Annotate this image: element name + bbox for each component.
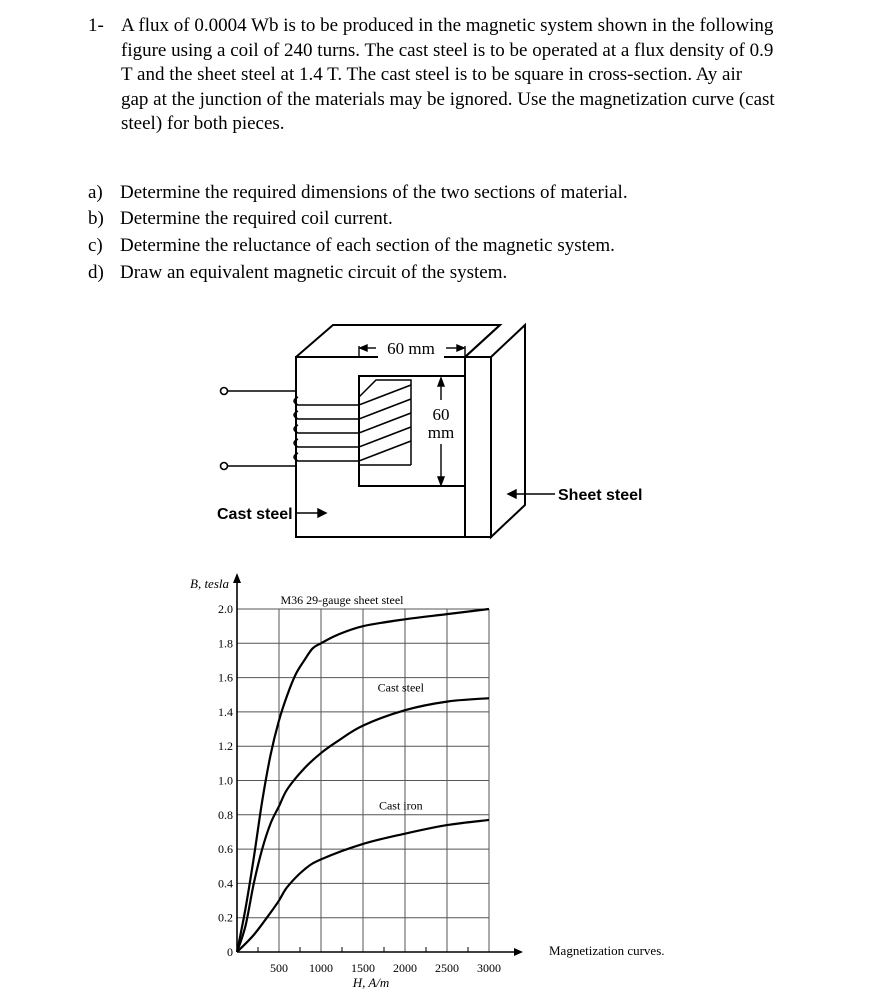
x-tick-label: 2000 — [393, 961, 417, 975]
y-tick-label: 0.8 — [218, 807, 233, 822]
x-tick-label: 3000 — [477, 961, 501, 975]
x-tick-label: 500 — [270, 961, 288, 975]
problem-line: A flux of 0.0004 Wb is to be produced in the magnetic system shown in the following — [121, 15, 774, 36]
y-tick-label: 0.2 — [218, 910, 233, 925]
cast-steel-label: Cast steel — [217, 506, 293, 523]
problem-line: figure using a coil of 240 turns. The cast steel is to be operated at a flux density of 0.9 — [121, 39, 774, 61]
chart-caption: Magnetization curves. — [549, 943, 665, 958]
y-tick-label: 0.4 — [218, 876, 233, 891]
task-b: b) Determine the required coil current. — [88, 208, 393, 229]
problem-line: gap at the junction of the materials may be ignored. Use the magnetization curve (cast — [121, 88, 775, 110]
y-axis-label: B, tesla — [190, 576, 229, 591]
y-tick-label: 2.0 — [218, 602, 233, 616]
series-label: Cast steel — [377, 680, 424, 695]
task-c: c) Determine the reluctance of each section of the magnetic system. — [88, 235, 615, 256]
y-tick-label: 1.2 — [218, 739, 233, 754]
x-axis-arrow-icon — [514, 948, 523, 956]
height-dimension-value: 60 — [432, 405, 450, 424]
y-axis-arrow-icon — [233, 573, 241, 583]
x-tick-label: 1000 — [309, 961, 333, 975]
task-d: d) Draw an equivalent magnetic circuit of the system. — [88, 262, 508, 283]
sheet-steel-front — [465, 357, 491, 537]
height-dimension-unit: mm — [427, 423, 455, 442]
y-tick-label: 0 — [227, 945, 233, 959]
task-a: a) Determine the required dimensions of the two sections of material. — [88, 182, 628, 203]
series-label: M36 29-gauge sheet steel — [280, 592, 404, 607]
x-tick-label: 1500 — [351, 961, 375, 975]
terminal-icon — [221, 388, 228, 395]
y-tick-label: 0.6 — [218, 842, 233, 857]
y-tick-label: 1.4 — [218, 704, 233, 719]
sheet-steel-label: Sheet steel — [558, 487, 643, 504]
x-axis-label: H, A/m — [352, 975, 390, 990]
magnetization-chart — [0, 560, 885, 1000]
y-tick-label: 1.6 — [218, 670, 233, 685]
terminal-icon — [221, 463, 228, 470]
series-label: Cast iron — [378, 798, 423, 813]
x-tick-label: 2500 — [435, 961, 459, 975]
problem-line: steel) for both pieces. — [121, 113, 285, 134]
y-tick-label: 1.8 — [218, 636, 233, 651]
y-tick-label: 1.0 — [218, 773, 233, 788]
width-dimension-label: 60 mm — [387, 339, 435, 358]
problem-line: T and the sheet steel at 1.4 T. The cast steel is to be square in cross-section. Ay air — [121, 64, 743, 85]
problem-number: 1- — [88, 15, 104, 36]
